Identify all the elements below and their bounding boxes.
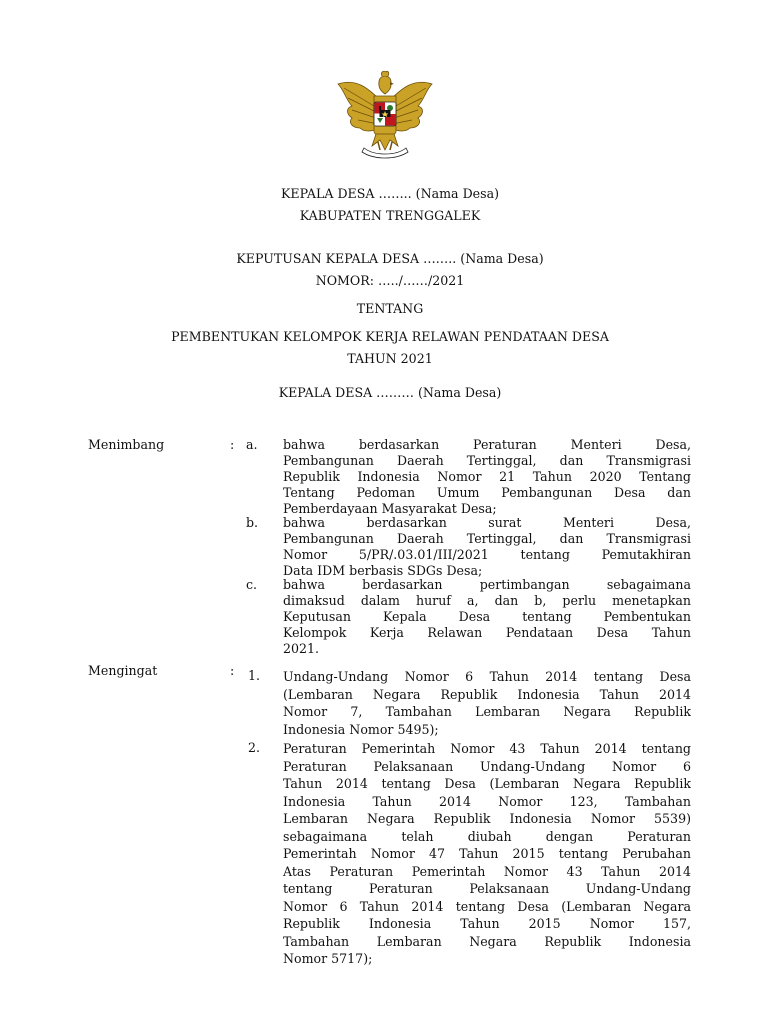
text-line: Indonesia Nomor 5495); [283,721,439,737]
text-line: Tentang Pedoman Umum Pembangunan Desa dan [283,485,691,500]
text-line: Nomor 5717); [283,951,373,966]
text-line: Pembangunan Daerah Tertinggal, dan Transmigrasi [283,453,691,468]
mengingat-mark-1: 1. [248,668,261,683]
menimbang-mark-c: c. [246,577,258,592]
text-line: Atas Peraturan Pemerintah Nomor 43 Tahun 2014 [283,863,691,879]
mengingat-mark-2: 2. [248,740,261,755]
text-line: Lembaran Negara Republik Indonesia Nomor 5539) [283,811,691,826]
decree-title: KEPUTUSAN KEPALA DESA …….. (Nama Desa) [236,251,544,266]
text-line: dimaksud dalam huruf a, dan b, perlu menetapkan [283,593,691,608]
menimbang-item-c [283,577,691,657]
decree-about: TENTANG [356,301,424,316]
text-line: Peraturan Pemerintah Nomor 43 Tahun 2014 tentang [283,741,691,756]
text-line: Pemerintah Nomor 47 Tahun 2015 tentang Perubahan [283,846,691,861]
text-line: Nomor 5/PR/.03.01/III/2021 tentang Pemutakhiran [283,547,691,562]
header-institution: KEPALA DESA …….. (Nama Desa) [280,186,500,201]
text-line: Indonesia Tahun 2014 Nomor 123, Tambahan [283,793,691,809]
decree-issuer: KEPALA DESA ……… (Nama Desa) [278,385,502,400]
mengingat-colon: : [230,663,235,678]
text-line: (Lembaran Negara Republik Indonesia Tahun 2014 [283,686,691,702]
text-line: Data IDM berbasis SDGs Desa; [283,563,483,578]
text-line: bahwa berdasarkan surat Menteri Desa, [283,515,691,530]
text-line: Nomor 7, Tambahan Lembaran Negara Republik [283,704,691,719]
text-line: Pemberdayaan Masyarakat Desa; [283,501,497,516]
text-line: Tambahan Lembaran Negara Republik Indonesia [283,933,691,949]
mengingat-item-1 [283,668,691,738]
decree-subject-line1: PEMBENTUKAN KELOMPOK KERJA RELAWAN PENDATAAN DESA [171,329,609,344]
text-line: tentang Peraturan Pelaksanaan Undang-Undang [283,881,691,896]
text-line: Undang-Undang Nomor 6 Tahun 2014 tentang Desa [283,669,691,684]
text-line: 2021. [283,641,320,656]
menimbang-colon: : [230,437,235,452]
text-line: sebagaimana telah diubah dengan Peraturan [283,828,691,844]
mengingat-item-2 [283,740,691,968]
menimbang-mark-b: b. [246,515,259,530]
garuda-pancasila-emblem [334,70,436,160]
text-line: Keputusan Kepala Desa tentang Pembentukan [283,609,691,624]
text-line: Peraturan Pelaksanaan Undang-Undang Nomor 6 [283,758,691,774]
text-line: Nomor 6 Tahun 2014 tentang Desa (Lembaran Negara [283,898,691,914]
text-line: Republik Indonesia Nomor 21 Tahun 2020 Tentang [283,469,691,484]
decree-number: NOMOR: …../……/2021 [315,273,465,288]
menimbang-mark-a: a. [246,437,258,452]
decree-subject-line2: TAHUN 2021 [347,351,433,366]
text-line: bahwa berdasarkan Peraturan Menteri Desa, [283,437,691,452]
menimbang-item-a [283,437,691,517]
header-regency: KABUPATEN TRENGGALEK [299,208,481,223]
text-line: Kelompok Kerja Relawan Pendataan Desa Tahun [283,625,691,640]
text-line: bahwa berdasarkan pertimbangan sebagaimana [283,577,691,592]
menimbang-item-b [283,515,691,579]
text-line: Pembangunan Daerah Tertinggal, dan Transmigrasi [283,531,691,546]
mengingat-label: Mengingat [88,663,158,678]
text-line: Tahun 2014 tentang Desa (Lembaran Negara Republik [283,776,691,791]
text-line: Republik Indonesia Tahun 2015 Nomor 157, [283,916,691,931]
menimbang-label: Menimbang [88,437,165,452]
